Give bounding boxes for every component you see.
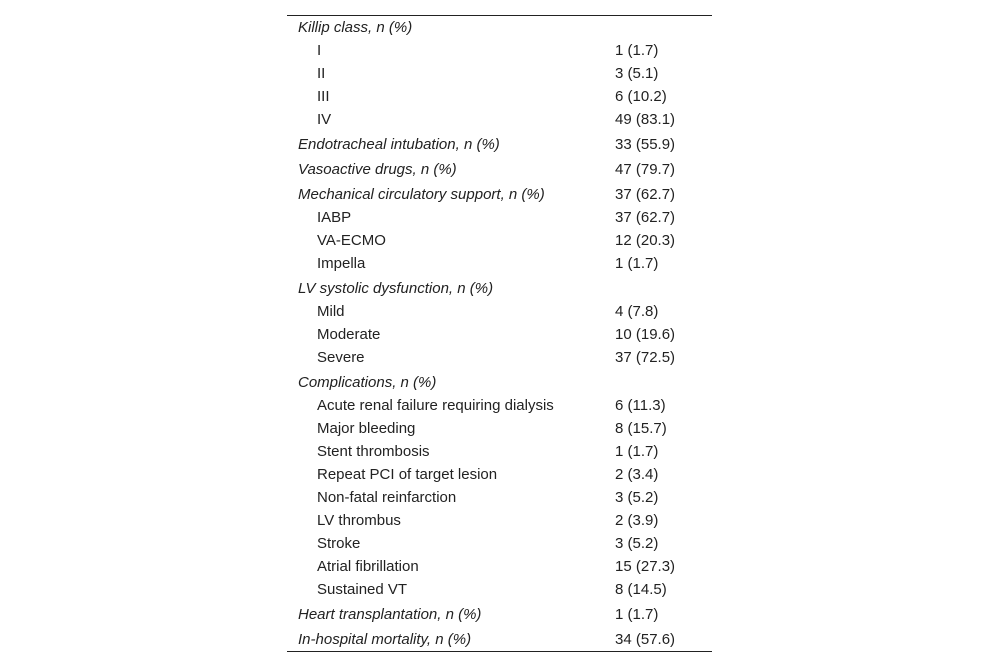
table-row <box>287 578 712 601</box>
row-value: 2 (3.9) <box>615 512 659 529</box>
table-row <box>287 39 712 62</box>
table-row <box>287 440 712 463</box>
row-label: Repeat PCI of target lesion <box>317 466 498 483</box>
row-value: 2 (3.4) <box>615 466 659 483</box>
table-group-row <box>287 131 712 156</box>
table-group-row <box>287 601 712 626</box>
row-label: IABP <box>317 209 352 226</box>
table-row <box>287 532 712 555</box>
row-label: VA-ECMO <box>317 232 386 249</box>
table-row <box>287 323 712 346</box>
table-row <box>287 229 712 252</box>
row-value: 1 (1.7) <box>615 606 659 623</box>
row-value <box>604 369 712 394</box>
row-value: 1 (1.7) <box>615 255 659 272</box>
row-value: 49 (83.1) <box>615 111 676 128</box>
table-row <box>287 394 712 417</box>
row-label: I <box>317 42 322 59</box>
group-label: LV systolic dysfunction, n (%) <box>298 280 494 297</box>
table-row <box>287 252 712 275</box>
row-label: IV <box>317 111 332 128</box>
row-value: 10 (19.6) <box>615 326 676 343</box>
row-value: 6 (10.2) <box>615 88 667 105</box>
row-label: Major bleeding <box>317 420 416 437</box>
group-label: Killip class, n (%) <box>298 19 413 36</box>
table-row <box>287 463 712 486</box>
row-value: 3 (5.2) <box>615 535 659 552</box>
row-value: 33 (55.9) <box>615 136 676 153</box>
table-group-row <box>287 626 712 651</box>
table-group-row <box>287 16 712 39</box>
table-group-row <box>287 156 712 181</box>
row-value: 3 (5.2) <box>615 489 659 506</box>
row-value: 8 (14.5) <box>615 581 667 598</box>
row-label: Acute renal failure requiring dialysis <box>317 397 554 414</box>
row-value <box>604 16 712 39</box>
table-row <box>287 85 712 108</box>
row-value: 12 (20.3) <box>615 232 676 249</box>
table-bottom-rule <box>287 651 712 652</box>
row-label: Sustained VT <box>317 581 408 598</box>
row-value: 4 (7.8) <box>615 303 659 320</box>
row-label: Stroke <box>317 535 361 552</box>
row-value: 1 (1.7) <box>615 443 659 460</box>
row-label: Impella <box>317 255 366 272</box>
table-body <box>287 16 712 651</box>
outcomes-table <box>287 16 712 651</box>
table-group-row <box>287 275 712 300</box>
outcomes-table-container <box>287 15 712 652</box>
table-row <box>287 62 712 85</box>
row-value: 37 (72.5) <box>615 349 676 366</box>
row-value: 15 (27.3) <box>615 558 676 575</box>
row-value: 34 (57.6) <box>615 631 676 648</box>
table-group-row <box>287 369 712 394</box>
row-value: 1 (1.7) <box>615 42 659 59</box>
row-label: Moderate <box>317 326 381 343</box>
table-row <box>287 509 712 532</box>
row-label: III <box>317 88 330 105</box>
table-row <box>287 555 712 578</box>
row-value: 6 (11.3) <box>615 397 666 414</box>
group-label: Vasoactive drugs, n (%) <box>298 161 457 178</box>
row-label: Non-fatal reinfarction <box>317 489 457 506</box>
table-row <box>287 206 712 229</box>
group-label: Heart transplantation, n (%) <box>298 606 482 623</box>
row-value: 37 (62.7) <box>615 186 676 203</box>
group-label: Endotracheal intubation, n (%) <box>298 136 500 153</box>
row-label: Severe <box>317 349 365 366</box>
table-row <box>287 417 712 440</box>
row-value: 8 (15.7) <box>615 420 667 437</box>
table-row <box>287 300 712 323</box>
row-label: Atrial fibrillation <box>317 558 419 575</box>
group-label: Mechanical circulatory support, n (%) <box>298 186 545 203</box>
row-value: 37 (62.7) <box>615 209 676 226</box>
row-value <box>604 275 712 300</box>
row-label: Stent thrombosis <box>317 443 430 460</box>
row-value: 3 (5.1) <box>615 65 659 82</box>
row-value: 47 (79.7) <box>615 161 676 178</box>
table-row <box>287 486 712 509</box>
row-label: Mild <box>317 303 345 320</box>
group-label: Complications, n (%) <box>298 374 437 391</box>
table-row <box>287 346 712 369</box>
row-label: II <box>317 65 326 82</box>
row-label: LV thrombus <box>317 512 401 529</box>
table-group-row <box>287 181 712 206</box>
group-label: In-hospital mortality, n (%) <box>298 631 472 648</box>
table-row <box>287 108 712 131</box>
